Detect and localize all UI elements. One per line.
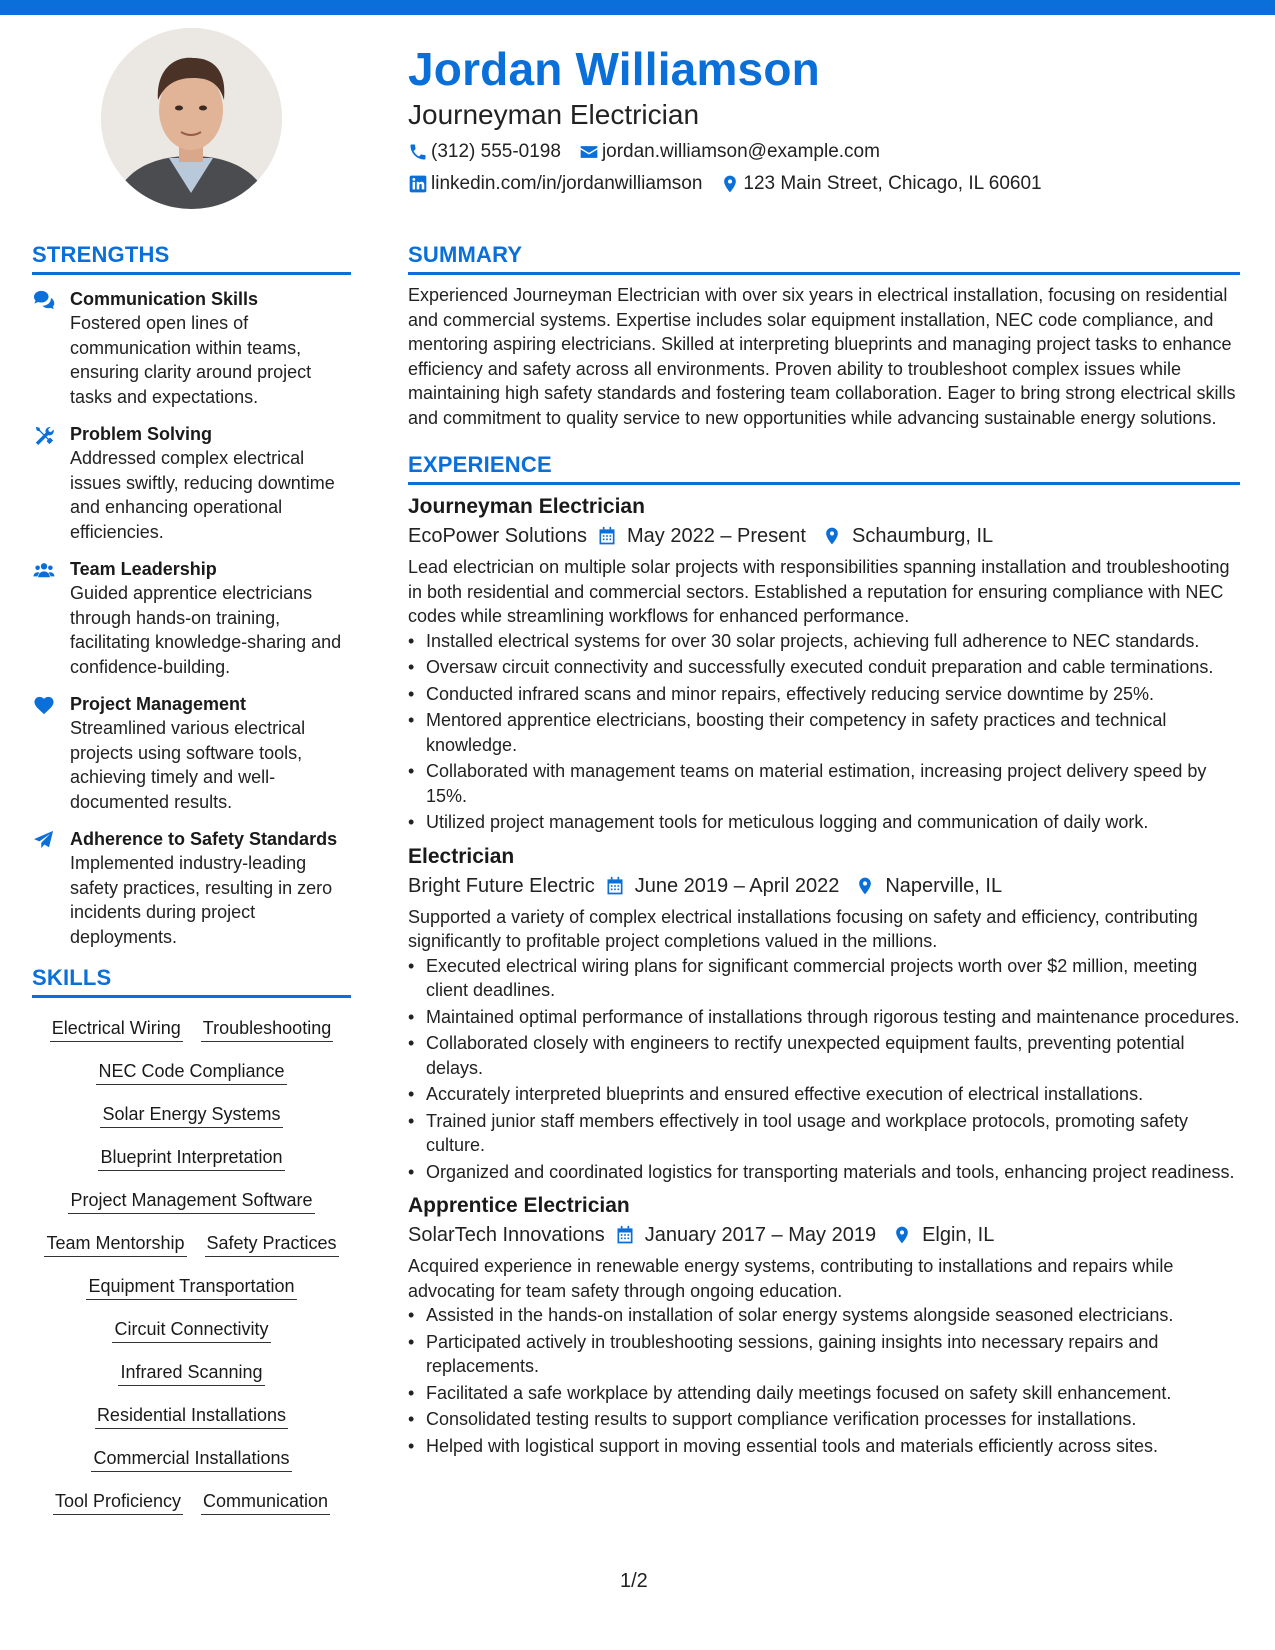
job-bullet: • Collaborated closely with engineers to rectify unexpected equipment faults, preventing potential delays. bbox=[408, 1031, 1240, 1080]
map-marker-icon bbox=[892, 1225, 912, 1245]
job-bullet: • Assisted in the hands-on installation of solar energy systems alongside seasoned electricians. bbox=[408, 1303, 1240, 1328]
skill-tag: Solar Energy Systems bbox=[100, 1102, 282, 1128]
strength-item bbox=[32, 287, 351, 409]
map-marker-icon bbox=[822, 526, 842, 546]
job-bullet: • Oversaw circuit connectivity and successfully executed conduit preparation and cable terminations. bbox=[408, 655, 1240, 680]
map-marker-icon bbox=[855, 876, 875, 896]
skill-tag: Tool Proficiency bbox=[53, 1489, 183, 1515]
job-bullet: • Organized and coordinated logistics for transporting materials and tools, enhancing project readiness. bbox=[408, 1160, 1240, 1185]
page-indicator: 1/2 bbox=[620, 1570, 648, 1592]
job-title: Apprentice Electrician bbox=[408, 1194, 630, 1217]
skill-row bbox=[32, 1231, 351, 1257]
job-bullet: • Installed electrical systems for over 30 solar projects, achieving full adherence to NEC standards. bbox=[408, 629, 1240, 654]
job-company: SolarTech Innovations bbox=[408, 1224, 605, 1246]
strength-title: Project Management bbox=[70, 694, 247, 714]
strength-desc: Implemented industry-leading safety practices, resulting in zero incidents during project deployments. bbox=[70, 853, 333, 947]
strength-item bbox=[32, 557, 351, 679]
skills-list bbox=[32, 1016, 351, 1515]
heart-icon bbox=[33, 695, 55, 715]
skill-tag: Blueprint Interpretation bbox=[98, 1145, 284, 1171]
strength-desc: Addressed complex electrical issues swiftly, reducing downtime and enhancing operational efficiencies. bbox=[70, 448, 335, 542]
job-bullets bbox=[408, 954, 1240, 1185]
skill-row bbox=[32, 1102, 351, 1128]
phone-icon bbox=[408, 142, 428, 162]
skill-row bbox=[32, 1489, 351, 1515]
linkedin-item[interactable] bbox=[408, 173, 702, 195]
top-accent-bar bbox=[0, 0, 1275, 15]
skill-tag: Troubleshooting bbox=[201, 1016, 333, 1042]
skill-row bbox=[32, 1059, 351, 1085]
job-dates: June 2019 – April 2022 bbox=[634, 874, 840, 897]
strength-title: Communication Skills bbox=[70, 289, 259, 309]
skill-tag: Commercial Installations bbox=[91, 1446, 291, 1472]
users-icon bbox=[33, 560, 55, 580]
skill-row bbox=[32, 1145, 351, 1171]
job-title: Journeyman Electrician bbox=[408, 495, 645, 518]
strength-desc: Guided apprentice electricians through hands-on training, facilitating knowledge-sharing and confidence-building. bbox=[70, 583, 342, 677]
job-meta bbox=[408, 871, 1240, 901]
job-location: Naperville, IL bbox=[885, 874, 1003, 897]
skill-row bbox=[32, 1403, 351, 1429]
skill-tag: Safety Practices bbox=[205, 1231, 339, 1257]
job-bullet: • Maintained optimal performance of installations through rigorous testing and maintenance procedures. bbox=[408, 1005, 1240, 1030]
job-dates: January 2017 – May 2019 bbox=[644, 1224, 877, 1246]
comments-icon bbox=[33, 290, 55, 310]
job-bullet: • Mentored apprentice electricians, boosting their competency in safety practices and technical knowledge. bbox=[408, 708, 1240, 757]
skill-tag: Infrared Scanning bbox=[118, 1360, 264, 1386]
phone-item bbox=[408, 141, 561, 163]
job-location: Schaumburg, IL bbox=[851, 525, 994, 547]
skill-row bbox=[32, 1274, 351, 1300]
skill-row bbox=[32, 1317, 351, 1343]
strength-item bbox=[32, 692, 351, 814]
calendar-icon bbox=[605, 876, 625, 896]
email-text[interactable]: jordan.williamson@example.com bbox=[601, 141, 880, 162]
job-meta bbox=[408, 521, 1240, 551]
strength-title: Team Leadership bbox=[70, 559, 217, 579]
job-company: EcoPower Solutions bbox=[408, 525, 587, 547]
job-bullet: • Collaborated with management teams on material estimation, increasing project delivery speed by 15%. bbox=[408, 759, 1240, 808]
job-bullets bbox=[408, 1303, 1240, 1458]
job-meta bbox=[408, 1220, 1240, 1250]
skill-row bbox=[32, 1446, 351, 1472]
contact-row-2 bbox=[408, 168, 1238, 200]
job-bullets bbox=[408, 629, 1240, 835]
job-description: Supported a variety of complex electrical installations focusing on safety and efficiency, contributing significantly to profitable project completions valued in the millions. bbox=[408, 906, 1198, 951]
job-bullet: • Participated actively in troubleshooting sessions, gaining insights into necessary repairs and replacements. bbox=[408, 1330, 1240, 1379]
right-column bbox=[408, 240, 1240, 1460]
contact-row-1 bbox=[408, 136, 1238, 168]
strength-desc: Fostered open lines of communication within teams, ensuring clarity around project tasks and expectations. bbox=[70, 313, 312, 407]
paper-plane-icon bbox=[33, 830, 55, 850]
skills-heading: SKILLS bbox=[32, 963, 351, 998]
job-bullet: • Helped with logistical support in moving essential tools and materials efficiently across sites. bbox=[408, 1434, 1240, 1459]
strength-item bbox=[32, 422, 351, 544]
skill-tag: Project Management Software bbox=[68, 1188, 314, 1214]
candidate-title: Journeyman Electrician bbox=[408, 99, 700, 130]
calendar-icon bbox=[597, 526, 617, 546]
job-bullet: • Conducted infrared scans and minor repairs, effectively reducing service downtime by 25%. bbox=[408, 682, 1240, 707]
profile-photo-image bbox=[101, 28, 282, 209]
skill-tag: Residential Installations bbox=[95, 1403, 288, 1429]
skill-tag: Equipment Transportation bbox=[86, 1274, 296, 1300]
job-entry bbox=[408, 493, 1240, 835]
job-description: Acquired experience in renewable energy systems, contributing to installations and repairs while advocating for team safety through ongoing education. bbox=[408, 1256, 1174, 1301]
skill-tag: NEC Code Compliance bbox=[96, 1059, 286, 1085]
job-bullet: • Trained junior staff members effectively in tool usage and workplace protocols, promoting safety culture. bbox=[408, 1109, 1240, 1158]
job-bullet: • Executed electrical wiring plans for significant commercial projects worth over $2 million, meeting client deadlines. bbox=[408, 954, 1240, 1003]
map-marker-icon bbox=[720, 174, 740, 194]
job-description: Lead electrician on multiple solar projects with responsibilities spanning installation and troubleshooting in both residential and commercial sectors. Established a reputation for ensuring compliance with NEC codes while streamlining workflows for enhanced performance. bbox=[408, 557, 1230, 626]
job-bullet: • Accurately interpreted blueprints and ensured effective execution of electrical installations. bbox=[408, 1082, 1240, 1107]
job-bullet: • Facilitated a safe workplace by attending daily meetings focused on safety skill enhancement. bbox=[408, 1381, 1240, 1406]
envelope-icon bbox=[579, 142, 599, 162]
strengths-heading: STRENGTHS bbox=[32, 240, 351, 275]
address-item bbox=[720, 173, 1041, 195]
summary-text: Experienced Journeyman Electrician with over six years in electrical installation, focusing on residential and commercial systems. Expertise includes solar equipment installation, NEC code compliance, and mentoring aspiring electricians. Skilled at interpreting blueprints and managing project tasks to enhance efficiency and safety across all environments. Proven ability to troubleshoot complex issues while maintaining high safety standards and fostering team collaboration. Eager to bring strong electrical skills and commitment to quality service to new opportunities while advancing sustainable energy solutions. bbox=[408, 285, 1236, 428]
strength-item bbox=[32, 827, 351, 949]
linkedin-icon bbox=[408, 174, 428, 194]
job-dates: May 2022 – Present bbox=[626, 525, 806, 547]
calendar-icon bbox=[615, 1225, 635, 1245]
strength-desc: Streamlined various electrical projects using software tools, achieving timely and well-documented results. bbox=[70, 718, 306, 812]
job-company: Bright Future Electric bbox=[408, 874, 595, 897]
skill-row bbox=[32, 1188, 351, 1214]
left-column bbox=[32, 240, 351, 1532]
skill-row bbox=[32, 1016, 351, 1042]
job-bullet: • Consolidated testing results to support compliance verification processes for installations. bbox=[408, 1407, 1240, 1432]
profile-photo bbox=[101, 28, 282, 209]
linkedin-text[interactable]: linkedin.com/in/jordanwilliamson bbox=[431, 173, 703, 194]
summary-heading: SUMMARY bbox=[408, 240, 1240, 275]
skill-tag: Communication bbox=[201, 1489, 330, 1515]
skill-row bbox=[32, 1360, 351, 1386]
job-bullet: • Utilized project management tools for meticulous logging and communication of daily work. bbox=[408, 810, 1240, 835]
job-entry bbox=[408, 843, 1240, 1185]
strength-title: Problem Solving bbox=[70, 424, 213, 444]
resume-header bbox=[408, 40, 1238, 200]
strength-title: Adherence to Safety Standards bbox=[70, 829, 338, 849]
address-text: 123 Main Street, Chicago, IL 60601 bbox=[743, 173, 1042, 194]
job-entry bbox=[408, 1192, 1240, 1458]
skill-tag: Electrical Wiring bbox=[50, 1016, 183, 1042]
candidate-name: Jordan Williamson bbox=[408, 43, 820, 95]
phone-text: (312) 555-0198 bbox=[431, 141, 561, 162]
email-item[interactable] bbox=[579, 141, 880, 163]
experience-heading: EXPERIENCE bbox=[408, 450, 1240, 485]
skill-tag: Team Mentorship bbox=[44, 1231, 186, 1257]
job-location: Elgin, IL bbox=[922, 1224, 995, 1246]
skill-tag: Circuit Connectivity bbox=[112, 1317, 270, 1343]
tools-icon bbox=[33, 425, 55, 445]
job-title: Electrician bbox=[408, 844, 515, 868]
strengths-list bbox=[32, 287, 351, 949]
